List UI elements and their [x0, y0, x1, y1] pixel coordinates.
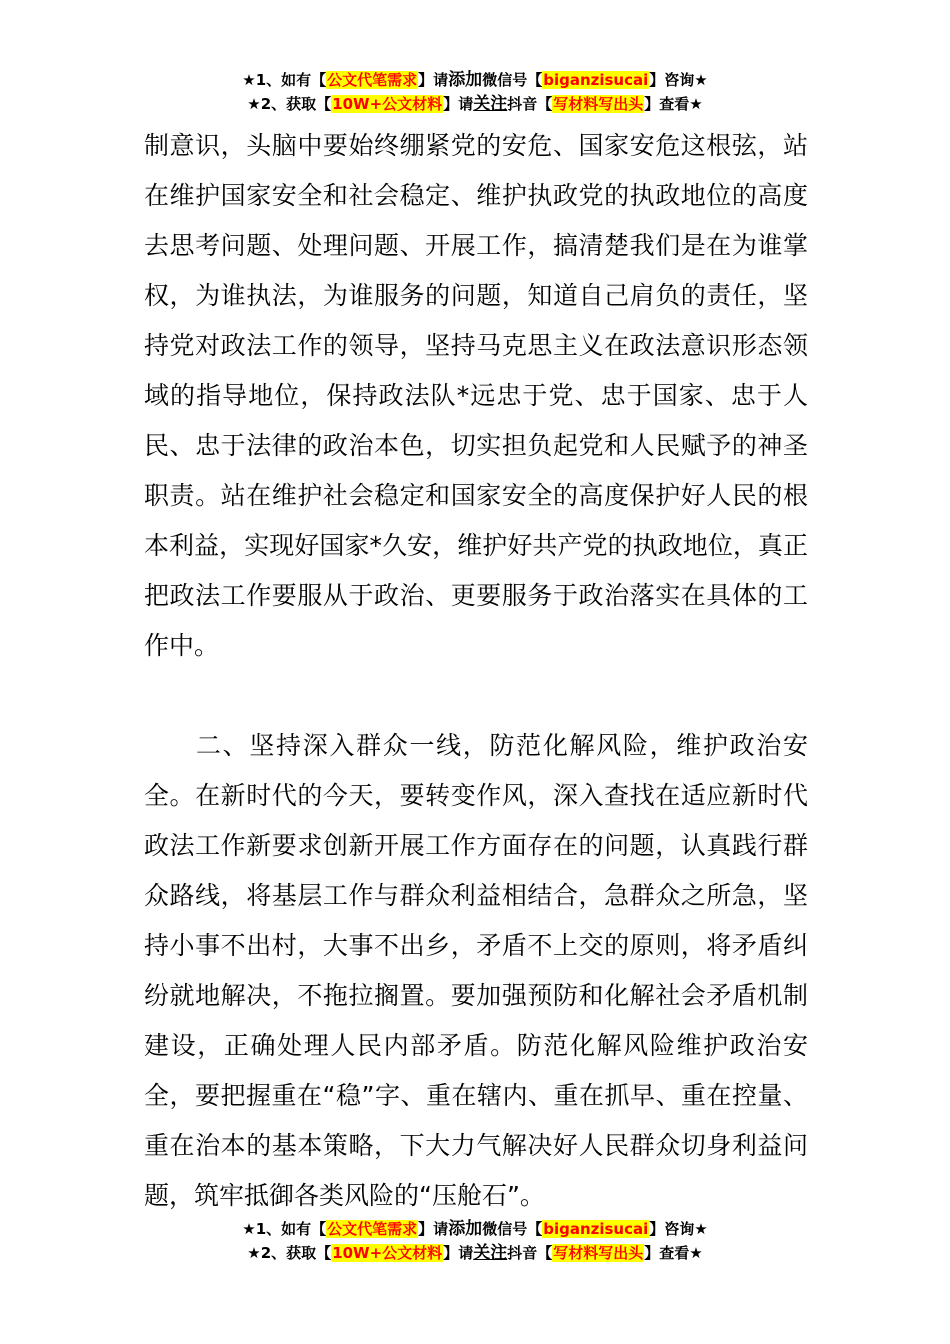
- banner-line-2-highlight-douyin: 写材料写出头: [553, 95, 644, 113]
- banner-line-1-prefix: ★1、如有【: [242, 71, 327, 89]
- banner-line-2-mid: 】请: [443, 95, 474, 113]
- banner-line-2-mid2: 抖音【: [507, 95, 553, 113]
- banner-line-2-suffix: 】查看★: [644, 95, 703, 113]
- footer-line-1-mid: 】请: [418, 1220, 449, 1238]
- footer-line-1-highlight-wechat: biganzisucai: [543, 1220, 649, 1238]
- banner-line-1: [0, 68, 950, 92]
- footer-banner-line-2: [0, 1241, 950, 1265]
- footer-banner: [0, 1217, 950, 1265]
- banner-line-1-emphasis: 添加: [448, 70, 483, 90]
- footer-line-2-prefix: ★2、获取【: [247, 1244, 332, 1262]
- footer-line-2-mid: 】请: [443, 1244, 474, 1262]
- footer-line-2-emphasis: 关注: [473, 1243, 508, 1263]
- footer-line-1-emphasis: 添加: [448, 1219, 483, 1239]
- footer-line-1-suffix: 】咨询★: [649, 1220, 708, 1238]
- footer-line-2-mid2: 抖音【: [507, 1244, 553, 1262]
- banner-line-2: [0, 92, 950, 116]
- footer-line-1-highlight-service: 公文代笔需求: [327, 1220, 418, 1238]
- footer-line-2-highlight-materials: 10W+公文材料: [332, 1244, 443, 1262]
- footer-line-1-prefix: ★1、如有【: [242, 1220, 327, 1238]
- header-banner: [0, 68, 950, 116]
- paragraph-gap: [144, 671, 808, 721]
- banner-line-1-mid2: 微信号【: [482, 71, 543, 89]
- body-paragraph-1: 制意识，头脑中要始终绷紧党的安危、国家安危这根弦，站在维护国家安全和社会稳定、维护执政党的执政地位的高度去思考问题、处理问题、开展工作，搞清楚我们是在为谁掌权，为谁执法，为谁服务的问题，知道自己肩负的责任，坚持党对政法工作的领导，坚持马克思主义在政法意识形态领域的指导地位，保持政法队*远忠于党、忠于国家、忠于人民、忠于法律的政治本色，切实担负起党和人民赋予的神圣职责。站在维护社会稳定和国家安全的高度保护好人民的根本利益，实现好国家*久安，维护好共产党的执政地位，真正把政法工作要服从于政治、更要服务于政治落实在具体的工作中。: [144, 131, 808, 660]
- footer-banner-line-1: [0, 1217, 950, 1241]
- footer-line-2-suffix: 】查看★: [644, 1244, 703, 1262]
- footer-line-1-mid2: 微信号【: [482, 1220, 543, 1238]
- document-body: [144, 121, 808, 1221]
- banner-line-2-prefix: ★2、获取【: [247, 95, 332, 113]
- banner-line-1-mid: 】请: [418, 71, 449, 89]
- body-paragraph-2: 二、坚持深入群众一线，防范化解风险，维护政治安全。在新时代的今天，要转变作风，深入查找在适应新时代政法工作新要求创新开展工作方面存在的问题，认真践行群众路线，将基层工作与群众利益相结合，急群众之所急，坚持小事不出村，大事不出乡，矛盾不上交的原则，将矛盾纠纷就地解决，不拖拉搁置。要加强预防和化解社会矛盾机制建设，正确处理人民内部矛盾。防范化解风险维护政治安全，要把握重在“稳”字、重在辖内、重在抓早、重在控量、重在治本的基本策略，下大力气解决好人民群众切身利益问题，筑牢抵御各类风险的“压舱石”。: [144, 731, 808, 1210]
- footer-line-2-highlight-douyin: 写材料写出头: [553, 1244, 644, 1262]
- banner-line-1-suffix: 】咨询★: [649, 71, 708, 89]
- banner-line-1-highlight-wechat: biganzisucai: [543, 71, 649, 89]
- banner-line-2-emphasis: 关注: [473, 94, 508, 114]
- banner-line-2-highlight-materials: 10W+公文材料: [332, 95, 443, 113]
- banner-line-1-highlight-service: 公文代笔需求: [327, 71, 418, 89]
